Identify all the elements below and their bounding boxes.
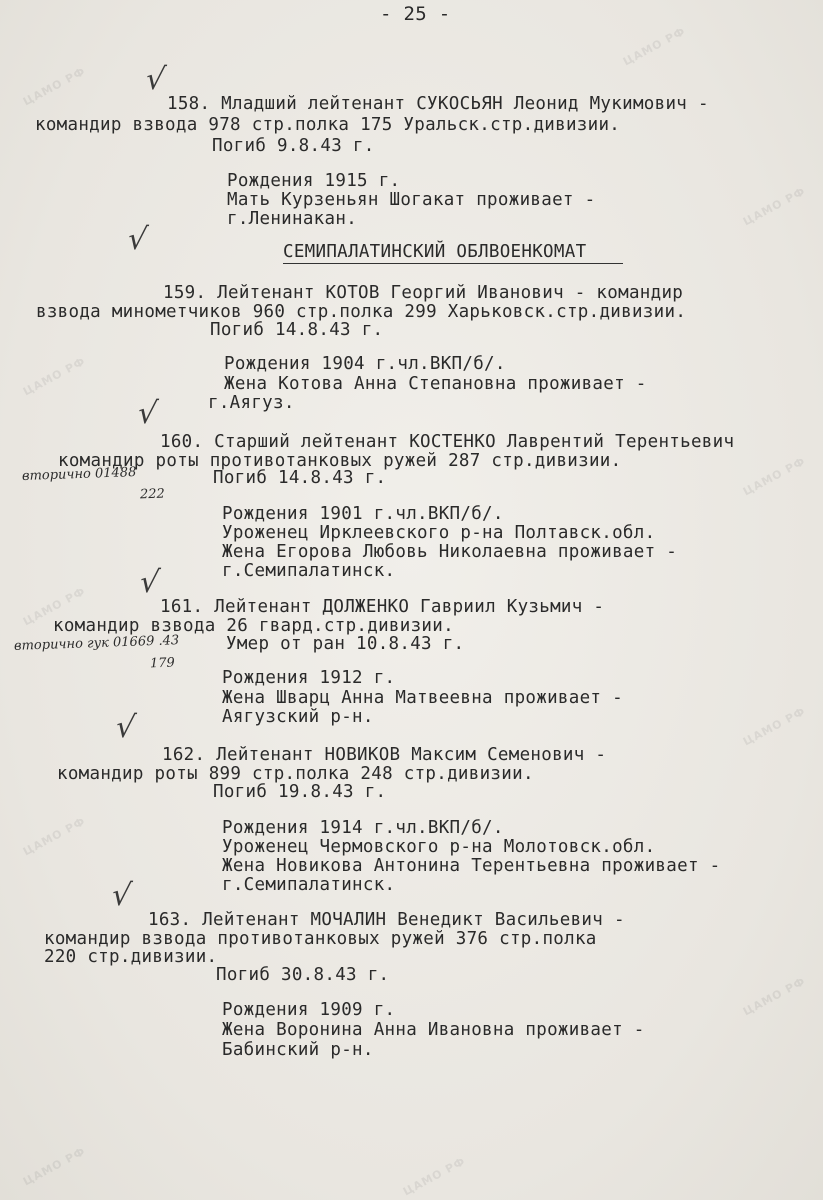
entry-163-line-2: командир взвода противотанковых ружей 376 стр.полка	[44, 929, 597, 949]
watermark: ЦАМО РФ	[20, 354, 88, 399]
entry-163-line-3: 220 стр.дивизии.	[44, 947, 218, 967]
entry-163-line-6: Жена Воронина Анна Ивановна проживает -	[222, 1020, 645, 1040]
entry-163-line-4: Погиб 30.8.43 г.	[216, 965, 390, 985]
entry-161-line-1: 161. Лейтенант ДОЛЖЕНКО Гавриил Кузьмич -	[160, 597, 605, 617]
entry-160-line-5: Уроженец Ирклеевского р-на Полтавск.обл.	[222, 523, 656, 543]
heading-underline	[283, 263, 623, 264]
entry-158-line-2: командир взвода 978 стр.полка 175 Уральск.стр.дивизии.	[35, 115, 621, 135]
handwritten-note-number: 222	[139, 486, 166, 503]
watermark: ЦАМО РФ	[20, 1144, 88, 1189]
section-heading: СЕМИПАЛАТИНСКИЙ ОБЛВОЕНКОМАТ	[283, 242, 587, 262]
watermark: ЦАМО РФ	[740, 704, 808, 749]
entry-160-line-2: командир роты противотанковых ружей 287 стр.дивизии.	[58, 451, 622, 471]
entry-161-line-2: командир взвода 26 гвард.стр.дивизии.	[53, 616, 454, 636]
entry-158-line-6: г.Ленинакан.	[227, 209, 358, 229]
entry-158-line-4: Рождения 1915 г.	[227, 171, 401, 191]
entry-161-line-4: Рождения 1912 г.	[222, 668, 396, 688]
checkmark-icon: √	[137, 565, 162, 600]
checkmark-icon: √	[113, 710, 138, 745]
watermark: ЦАМО РФ	[400, 1154, 468, 1199]
page-number: - 25 -	[380, 3, 451, 25]
entry-162-line-7: г.Семипалатинск.	[222, 875, 396, 895]
entry-162-line-6: Жена Новикова Антонина Терентьевна проживает -	[222, 856, 721, 876]
entry-159-line-1: 159. Лейтенант КОТОВ Георгий Иванович - командир	[163, 283, 684, 303]
watermark: ЦАМО РФ	[740, 184, 808, 229]
entry-163-line-7: Бабинский р-н.	[222, 1040, 374, 1060]
watermark: ЦАМО РФ	[740, 454, 808, 499]
checkmark-icon: √	[143, 62, 168, 97]
entry-159-line-5: Жена Котова Анна Степановна проживает -	[224, 374, 647, 394]
entry-158-line-1: 158. Младший лейтенант СУКОСЬЯН Леонид Мукимович -	[167, 94, 709, 114]
handwritten-note-number: 179	[149, 655, 176, 672]
entry-161-line-6: Аягузский р-н.	[222, 707, 374, 727]
watermark: ЦАМО РФ	[20, 64, 88, 109]
entry-163-line-5: Рождения 1909 г.	[222, 1000, 396, 1020]
entry-162-line-5: Уроженец Чермовского р-на Молотовск.обл.	[222, 837, 656, 857]
entry-160-line-4: Рождения 1901 г.чл.ВКП/б/.	[222, 504, 504, 524]
entry-162-line-1: 162. Лейтенант НОВИКОВ Максим Семенович -	[162, 745, 607, 765]
entry-160-line-1: 160. Старший лейтенант КОСТЕНКО Лаврентий Терентьевич	[160, 432, 735, 452]
checkmark-icon: √	[135, 396, 160, 431]
entry-159-line-3: Погиб 14.8.43 г.	[210, 320, 384, 340]
checkmark-icon: √	[125, 222, 150, 257]
watermark: ЦАМО РФ	[20, 584, 88, 629]
entry-159-line-4: Рождения 1904 г.чл.ВКП/б/.	[224, 354, 506, 374]
entry-163-line-1: 163. Лейтенант МОЧАЛИН Венедикт Васильевич -	[148, 910, 625, 930]
entry-162-line-4: Рождения 1914 г.чл.ВКП/б/.	[222, 818, 504, 838]
entry-161-line-3: Умер от ран 10.8.43 г.	[226, 634, 465, 654]
entry-162-line-2: командир роты 899 стр.полка 248 стр.дивизии.	[57, 764, 534, 784]
entry-158-line-3: Погиб 9.8.43 г.	[212, 136, 375, 156]
watermark: ЦАМО РФ	[20, 814, 88, 859]
entry-160-line-7: г.Семипалатинск.	[222, 561, 396, 581]
handwritten-note: вторично 01488	[21, 465, 137, 484]
watermark: ЦАМО РФ	[740, 974, 808, 1019]
watermark: ЦАМО РФ	[620, 24, 688, 69]
entry-160-line-6: Жена Егорова Любовь Николаевна проживает -	[222, 542, 678, 562]
entry-162-line-3: Погиб 19.8.43 г.	[213, 782, 387, 802]
entry-158-line-5: Мать Курзеньян Шогакат проживает -	[227, 190, 596, 210]
entry-160-line-3: Погиб 14.8.43 г.	[213, 468, 387, 488]
entry-159-line-6: г.Аягуз.	[208, 393, 295, 413]
handwritten-note: вторично гук 01669 .43	[13, 633, 180, 654]
entry-161-line-5: Жена Шварц Анна Матвеевна проживает -	[222, 688, 623, 708]
checkmark-icon: √	[109, 878, 134, 913]
entry-159-line-2: взвода минометчиков 960 стр.полка 299 Харьковск.стр.дивизии.	[36, 302, 687, 322]
